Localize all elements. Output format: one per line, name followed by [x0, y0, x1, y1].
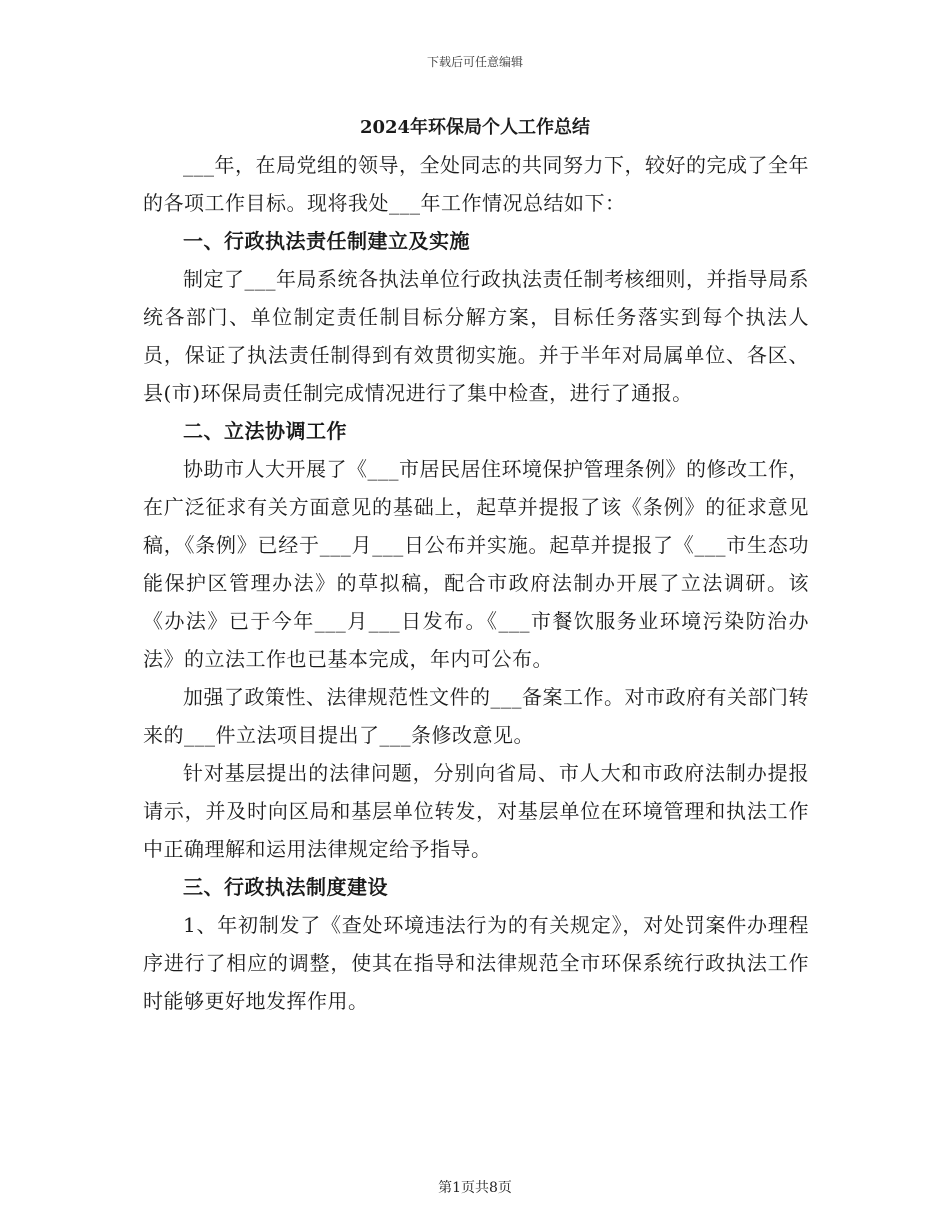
- section-3-heading: 三、行政执法制度建设: [183, 875, 388, 899]
- section-2-paragraph-1: 协助市人大开展了《___市居民居住环境保护管理条例》的修改工作，在广泛征求有关方面意见的基础上，起草并提报了该《条例》的征求意见稿，《条例》已经于___月___日公布并实施。起草并提报了《___市生态功能保护区管理办法》的草拟稿，配合市政府法制办开展了立法调研。该《办法》已于今年___月___日发布。《___市餐饮服务业环境污染防治办法》的立法工作也已基本完成，年内可公布。: [143, 457, 809, 671]
- document-title: 2024年环保局个人工作总结: [359, 117, 591, 138]
- section-2-paragraph-2: 加强了政策性、法律规范性文件的___备案工作。对市政府有关部门转来的___件立法项目提出了___条修改意见。: [143, 685, 809, 747]
- intro-paragraph: ___年，在局党组的领导，全处同志的共同努力下，较好的完成了全年的各项工作目标。现将我处___年工作情况总结如下：: [143, 153, 809, 215]
- section-3-paragraph-1: 1、年初制发了《查处环境违法行为的有关规定》，对处罚案件办理程序进行了相应的调整，使其在指导和法律规范全市环保系统行政执法工作时能够更好地发挥作用。: [143, 913, 809, 1013]
- page-indicator: 第1页共8页: [438, 1180, 512, 1196]
- section-1-paragraph-1: 制定了___年局系统各执法单位行政执法责任制考核细则，并指导局系统各部门、单位制定责任制目标分解方案，目标任务落实到每个执法人员，保证了执法责任制得到有效贯彻实施。并于半年对局属单位、各区、县(市)环保局责任制完成情况进行了集中检查，进行了通报。: [143, 267, 809, 405]
- section-1-heading: 一、行政执法责任制建立及实施: [183, 229, 470, 253]
- header-note: 下载后可任意编辑: [426, 55, 523, 69]
- section-2-paragraph-3: 针对基层提出的法律问题，分别向省局、市人大和市政府法制办提报请示，并及时向区局和基层单位转发，对基层单位在环境管理和执法工作中正确理解和运用法律规定给予指导。: [143, 761, 809, 861]
- section-2-heading: 二、立法协调工作: [183, 419, 347, 443]
- document-body: [143, 146, 809, 1020]
